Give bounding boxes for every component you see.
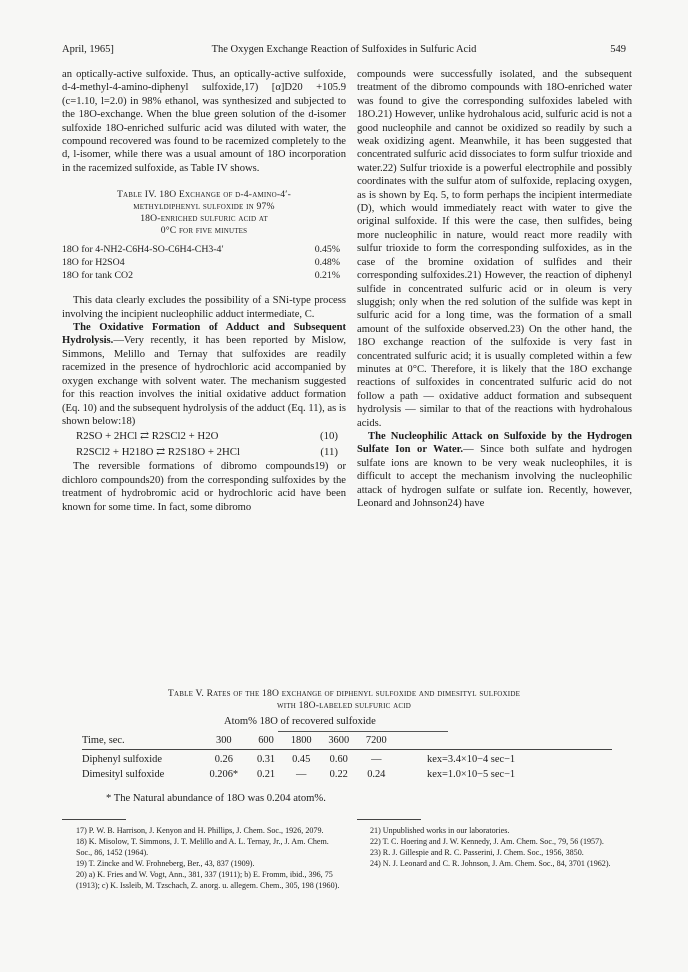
equation-10-number: (10): [320, 430, 338, 443]
table5-cell: 0.60: [329, 754, 348, 765]
table-row: [62, 269, 346, 282]
left-column: [62, 68, 346, 514]
footnote: 23) R. J. Gillespie and R. C. Passerini, J. Chem. Soc., 1956, 3850.: [370, 847, 584, 857]
table5-time: 1800: [282, 733, 320, 750]
table5-compound: Dimesityl sulfoxide: [82, 769, 165, 780]
footnotes-right: [370, 826, 628, 870]
footnote: 17) P. W. B. Harrison, J. Kenyon and H. Phillips, J. Chem. Soc., 1926, 2079.: [76, 826, 324, 835]
table5-cell: —: [296, 769, 307, 780]
table5-subheader: Atom% 18O of recovered sulfoxide: [224, 716, 376, 727]
equation-10-body: R2SO + 2HCl ⇄ R2SCl2 + H2O: [76, 430, 219, 443]
header-date: April, 1965]: [62, 44, 114, 55]
table4-cell-value: 0.45%: [314, 243, 340, 255]
left-paragraph-3: [62, 321, 346, 428]
footnote: 20) a) K. Fries and W. Vogt, Ann., 381, 337 (1911); b) E. Fromm, ibid., 396, 75 (1913); c) K. Issleib, M. Tzschach, Z. anorg. u. allegem. Chem., 305, 198 (1960).: [76, 869, 340, 890]
left-paragraph-4: The reversible formations of dibromo compounds19) or dichloro compounds20) from the corresponding sulfoxides by the treatment of hydrobromic acid or hydrochloric acid have been known for some time. In fact, some dibromo: [62, 461, 346, 513]
right-column: [357, 68, 632, 510]
table4-caption: Table IV. 18O Exchange of d-4-amino-4′- methyldiphenyl sulfoxide in 97% 18O-enriched sulfuric acid at 0°C for five minutes: [116, 189, 291, 237]
table5-footnote: * The Natural abundance of 18O was 0.204 atom%.: [106, 793, 326, 804]
equation-10: [62, 428, 346, 444]
footnotes-left: [76, 826, 346, 891]
page-number: 549: [610, 44, 626, 55]
table4-cell-label: 18O for tank CO2: [62, 269, 134, 281]
table5-cell: 0.45: [292, 754, 311, 765]
table4-cell-label: 18O for H2SO4: [62, 256, 125, 268]
table5-time: 600: [250, 733, 283, 750]
table4-cell-label: 18O for 4-NH2-C6H4-SO-C6H4-CH3-4′: [62, 243, 224, 255]
table5-cell: 0.31: [256, 754, 276, 765]
footnote-divider-left: [62, 819, 126, 820]
footnote-divider-right: [357, 819, 421, 820]
table5-cell: 0.26: [214, 754, 233, 765]
table-header-row: [82, 733, 612, 750]
table5-rate-constant: kex=3.4×10−4 sec−1: [427, 754, 516, 765]
equation-11: [62, 444, 346, 460]
table5-time-label: Time, sec.: [82, 733, 198, 750]
table5-cell: 0.21: [256, 769, 276, 780]
table4-cell-value: 0.48%: [314, 256, 340, 268]
table5-k-header: [395, 733, 612, 750]
left-paragraph-1: an optically-active sulfoxide. Thus, an optically-active sulfoxide, d-4-methyl-4-amino-diphenyl sulfoxide,17) [α]D20 +105.9 (c=1.10, l=2.0) in 98% ethanol, was synthesized and subjected to the 18O-exchange. When the blue green solution of the d-isomer sulfoxide 18O-enriched sulfuric acid was diluted with water, the compound recovered was found to be racemized completely to the d, l-isomer, while there was a usual amount of 18O incorporation in the racemized sulfoxide, as Table IV shows.: [62, 69, 346, 174]
footnote: 19) T. Zincke and W. Frohneberg, Ber., 43, 837 (1909).: [76, 858, 255, 868]
right-paragraph-2: [357, 430, 632, 510]
table5-caption: Table V. Rates of the 18O exchange of diphenyl sulfoxide and dimesityl sulfoxide with 18O-labeled sulfuric acid: [167, 688, 521, 711]
table5-brace-rule: [278, 731, 448, 732]
table5-time: 7200: [358, 733, 396, 750]
running-header: [62, 44, 626, 58]
right-paragraph-1: compounds were successfully isolated, and the subsequent treatment of the dibromo compounds with 18O-enriched water was found to give the corresponding sulfoxides labeled with 18O.21) However, unlike hydrohalous acid, sulfuric acid is not a good nucleophile and cannot be oxidized so readily by such a weak oxidizing agent. Meanwhile, it has been suggested that concentrated sulfuric acid dissociates to form sulfur trioxide and water.22) Sulfur trioxide is a powerful electrophile and possibly coordinates with the sulfur atom of sulfoxide, replacing oxygen, as is shown by Eq. 5, to form perhaps the incipient intermediate (D), which would immediately react with water to give the original sulfoxide. If this were the case, then sulfides, being more nucleophilic in nature, would react more readily with sulfur trioxide to form the corresponding sulfoxides, as in the case of the bromine oxidation of sulfides and their corresponding sulfoxides.21) However, the reaction of diphenyl sulfide in concentrated sulfuric acid or in oleum is very sluggish; only when the red solution of the sulfide was kept in sulfuric acid for a long time, was the formation of a small amount of the sulfoxide observed.23) On the other hand, the 18O exchange reaction of the sulfoxide is very fast in concentrated sulfuric acid; it is usually completed within a few minutes at 0°C. Therefore, it is likely that the 18O exchange reactions of sulfoxides in concentrated sulfuric acid do not follow a path — oxidative adduct formation and subsequent hydrolysis — similar to that of the reactions with hydrohalous acids.: [357, 69, 632, 429]
footnote: 18) K. Misolow, T. Simmons, J. T. Melillo and A. L. Ternay, Jr., J. Am. Chem. Soc., 86, 1452 (1964).: [76, 836, 329, 857]
table5-cell: 0.24: [367, 769, 386, 780]
table5-rate-constant: kex=1.0×10−5 sec−1: [427, 769, 516, 780]
table-row: [82, 767, 612, 782]
footnote: 21) Unpublished works in our laboratories.: [370, 826, 510, 835]
table-row: [82, 750, 612, 768]
section-heading-oxidative: The Oxidative Formation of Adduct and Subsequent Hydrolysis.: [62, 322, 346, 347]
table5-cell: —: [371, 754, 382, 765]
table5-compound: Diphenyl sulfoxide: [82, 754, 162, 765]
left-paragraph-2: This data clearly excludes the possibility of a SNi-type process involving the incipient nucleophilic adduct intermediate, C.: [62, 295, 346, 320]
table-row: [62, 243, 346, 256]
equation-11-body: R2SCl2 + H218O ⇄ R2S18O + 2HCl: [76, 446, 241, 459]
section-heading-nucleophilic: The Nucleophilic Attack on Sulfoxide by the Hydrogen Sulfate Ion or Water.: [357, 430, 632, 456]
footnote: 22) T. C. Hoering and J. W. Kennedy, J. Am. Chem. Soc., 79, 56 (1957).: [370, 836, 604, 846]
table5-time: 3600: [320, 733, 358, 750]
footnote: 24) N. J. Leonard and C. R. Johnson, J. Am. Chem. Soc., 84, 3701 (1962).: [370, 858, 611, 868]
table-row: [62, 256, 346, 269]
table5-time: 300: [198, 733, 250, 750]
table5: [82, 733, 612, 782]
left-paragraph-3-body: —Very recently, it has been reported by Mislow, Simmons, Melillo and Ternay that sulfoxides are readily racemized in the presence of hydrochloric acid accompanied by oxygen exchange with solvent water. The mechanism suggested for this reaction involves the initial oxidative adduct formation (Eq. 10) and the subsequent hydrolysis of the adduct (Eq. 11), as is shown below:18): [62, 335, 346, 427]
table5-cell: 0.22: [329, 769, 348, 780]
equation-11-number: (11): [320, 446, 338, 459]
table5-cell: 0.206*: [209, 769, 239, 780]
table4-cell-value: 0.21%: [314, 269, 340, 281]
table4: [62, 243, 346, 282]
right-paragraph-2-body: — Since both sulfate and hydrogen sulfate ions are known to be very weak nucleophiles, it is difficult to accept the mechanism involving the nucleophilic attack of hydrogen sulfate or sulfate ion. Recently, however, Leonard and Johnson24) have: [357, 444, 632, 509]
header-title: The Oxygen Exchange Reaction of Sulfoxides in Sulfuric Acid: [211, 44, 477, 55]
